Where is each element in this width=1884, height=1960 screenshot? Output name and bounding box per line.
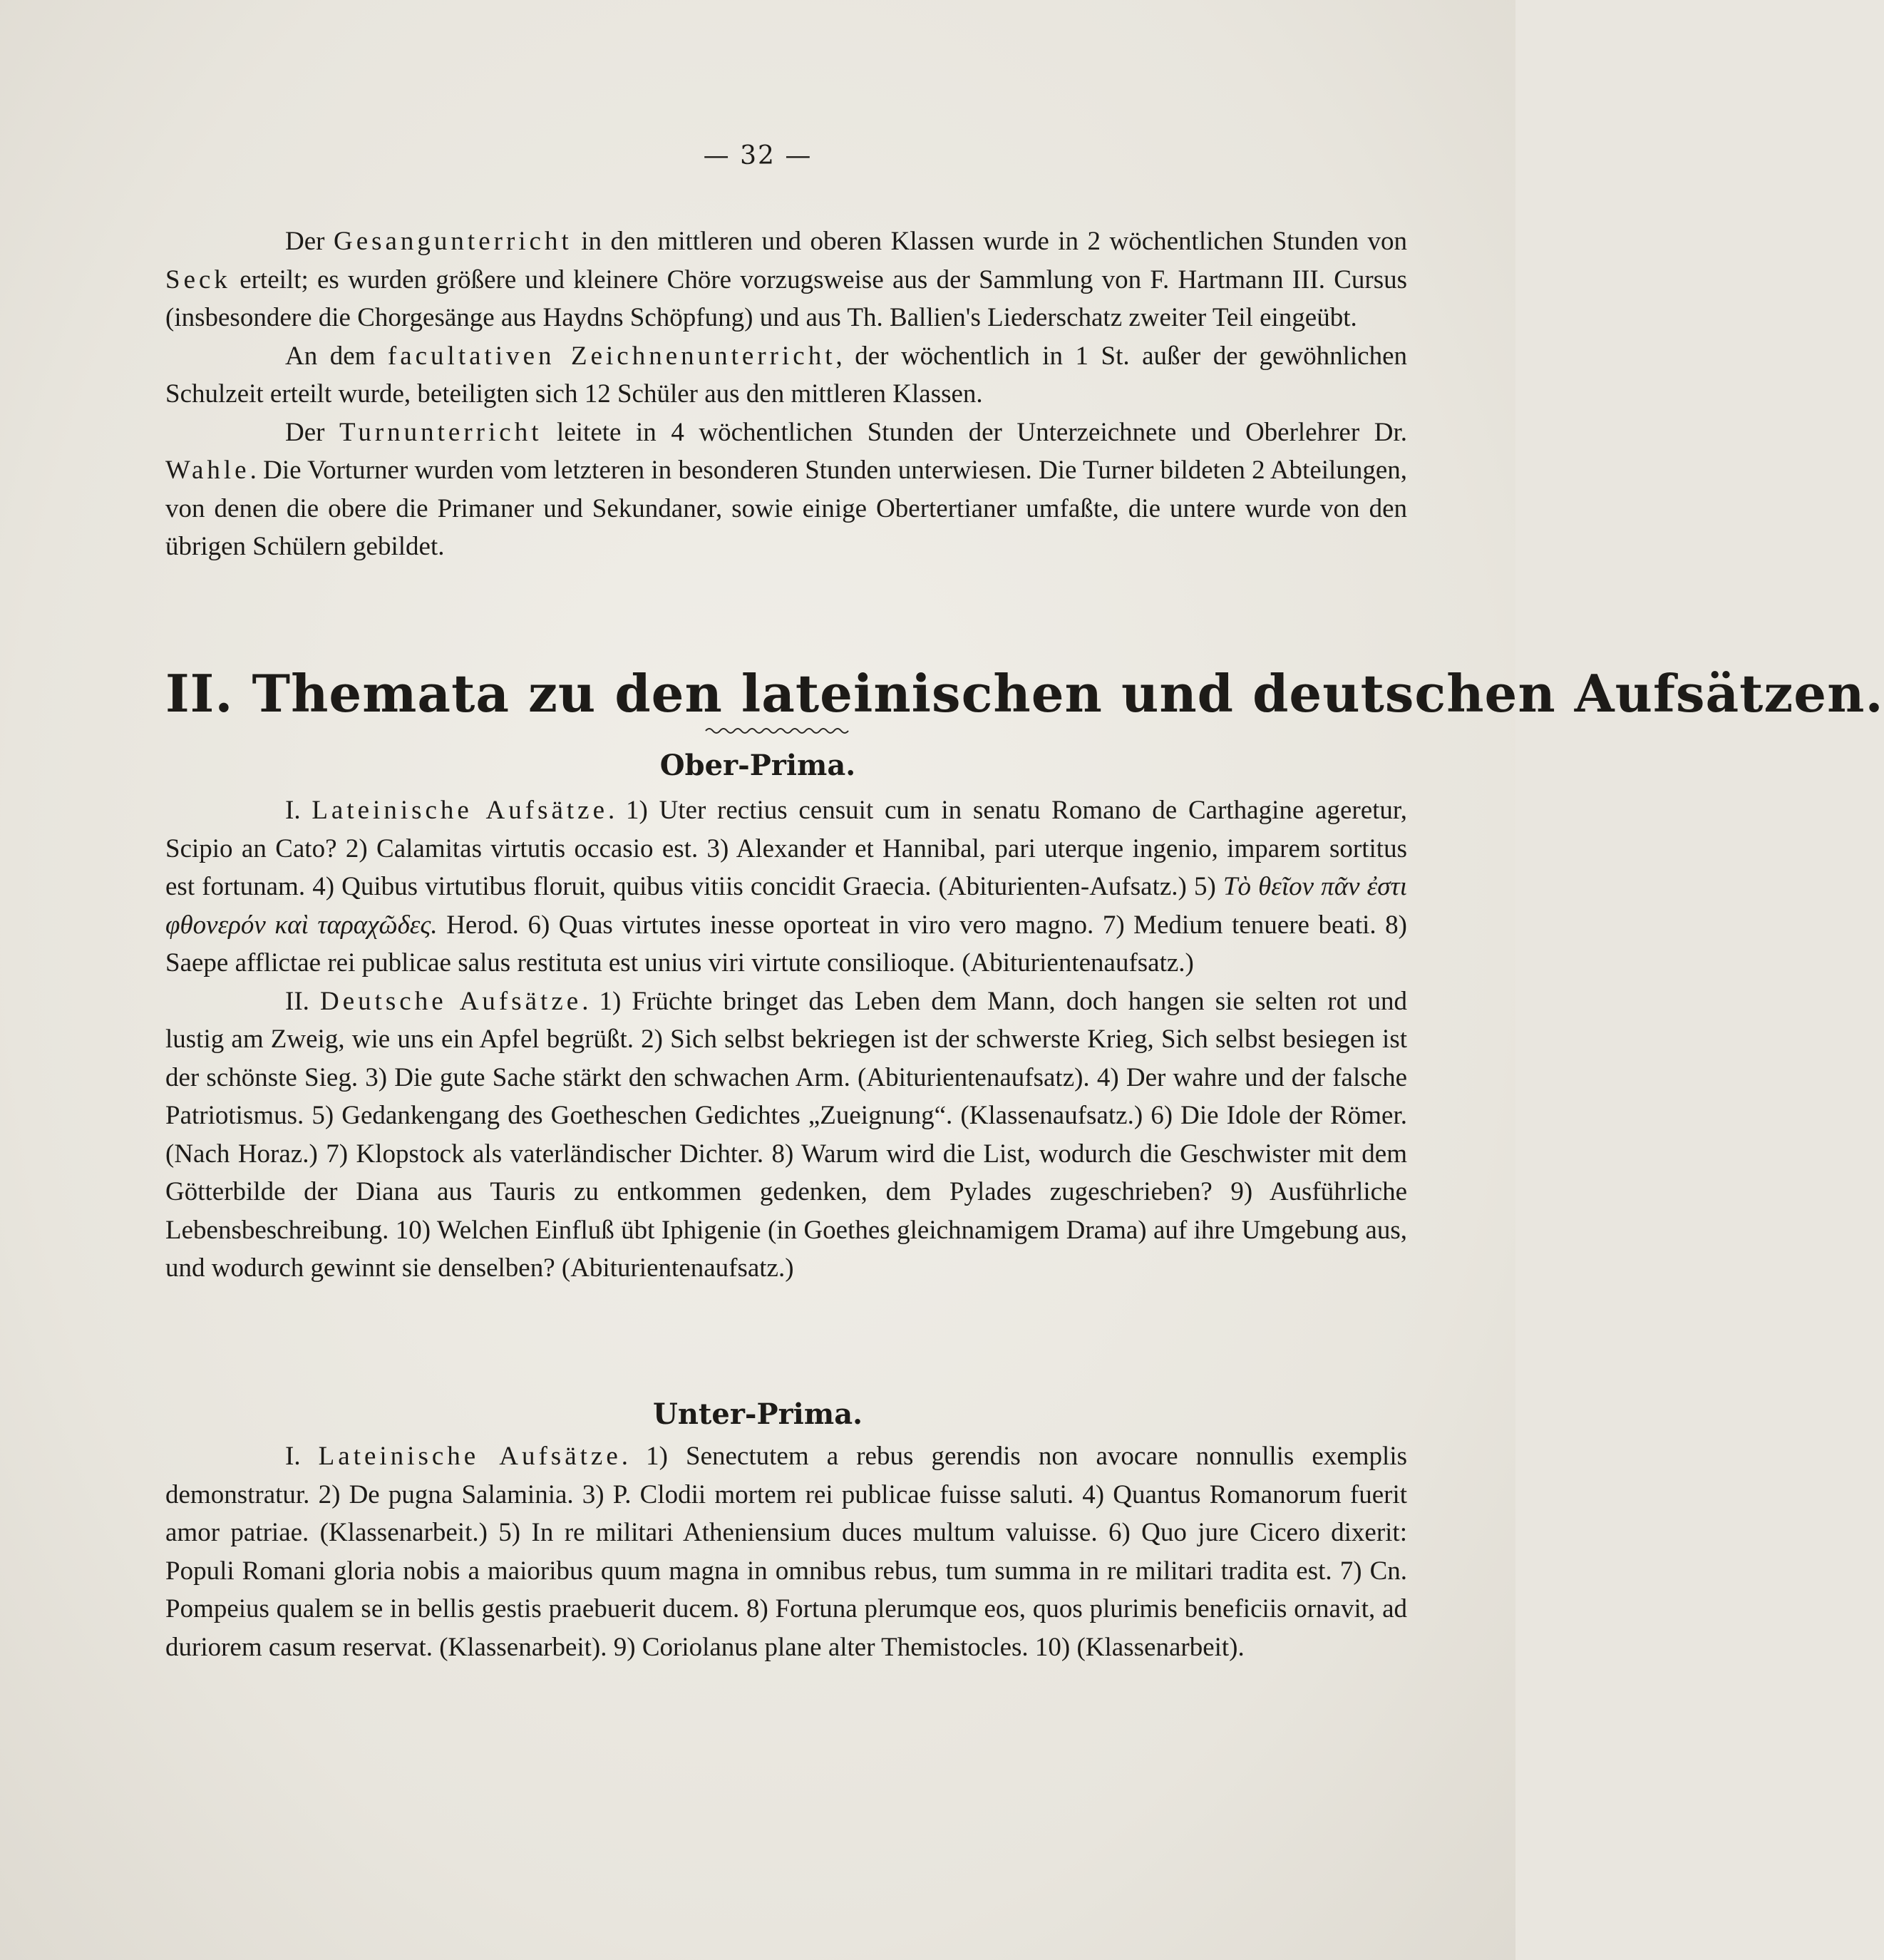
text-run: II. xyxy=(285,986,320,1016)
spaced-term: Turnunterricht xyxy=(339,417,542,447)
spaced-term: Gesangunterricht xyxy=(333,227,572,256)
text-run: Der xyxy=(285,227,334,256)
page-number: — 32 — xyxy=(703,141,813,170)
ober-prima-block xyxy=(165,791,1407,1288)
spaced-term: facultativen Zeichnenunterricht xyxy=(387,341,836,371)
heading-ober-prima: Ober-Prima. xyxy=(659,749,856,782)
text-run: . 1) Senectutem a rebus gerendis non avocare nonnullis exemplis demonstratur. 2) De pugna Salaminia. 3) P. Clodii mortem rei publicae fuisse saluti. 4) Quantus Romanorum fuerit amor patriae. (Klassenarbeit.) 5) In re militari Atheniensium duces multum valuisse. 6) Quo jure Cicero dixerit: Populi Romani gloria nobis a maioribus quum magna in omnibus rebus, tum summa in re militari tradita est. 7) Cn. Pompeius qualem se in bellis gestis praebuerit ducem. 8) Fortuna plerumque eos, quos plurimis beneficiis ornavit, ad duriorem casum reservat. (Klassenarbeit). 9) Coriolanus plane alter Themistocles. 10) (Klassenarbeit). xyxy=(165,1442,1408,1662)
spaced-term: Lateinische Aufsätze xyxy=(318,1442,622,1471)
text-run: . Die Vorturner wurden vom letzteren in besonderen Stunden unterwiesen. Die Turner bildeten 2 Abteilungen, von denen die obere die Primaner und Sekundaner, sowie einige Obertertianer umfaßte, die untere wurde von den übrigen Schülern gebildet. xyxy=(165,456,1407,561)
heading-unter-prima: Unter-Prima. xyxy=(652,1397,863,1431)
text-run: . 1) Früchte bringet das Leben dem Mann, doch hangen sie selten rot und lustig am Zweig, wie uns ein Apfel begrüßt. 2) Sich selbst bekriegen ist der schwerste Krieg, Sich selbst besiegen ist der schönste Sieg. 3) Die gute Sache stärkt den schwachen Arm. (Abiturientenaufsatz). 4) Der wahre und der falsche Patriotismus. 5) Gedankengang des Goetheschen Gedichtes „Zueignung“. (Klassenaufsatz.) 6) Die Idole der Römer. (Nach Horaz.) 7) Klopstock als vaterländischer Dichter. 8) Warum wird die List, wodurch die Geschwister mit dem Götterbilde der Diana aus Tauris zu entkommen gedenken, dem Pylades zugeschrieben? 9) Ausführliche Lebensbeschreibung. 10) Welchen Einfluß übt Iphigenie (in Goethes gleichnamigem Drama) auf ihre Umgebung aus, und wodurch gewinnt sie denselben? (Abiturientenaufsatz.) xyxy=(165,986,1407,1283)
intro-block xyxy=(165,222,1407,566)
text-run: in den mittleren und oberen Klassen wurde in 2 wöchentlichen Stunden von xyxy=(572,227,1407,256)
text-run: Der xyxy=(285,417,340,447)
paragraph-german-essays xyxy=(165,982,1407,1288)
paragraph-gymnastics xyxy=(165,414,1407,566)
text-run: I. xyxy=(285,796,312,825)
text-run: leitete in 4 wöchentlichen Stunden der Unterzeichnete und Oberlehrer Dr. xyxy=(542,417,1407,447)
section-title: II. Themata zu den lateinischen und deutschen Aufsätzen. xyxy=(165,663,1884,724)
text-run: erteilt; es wurden größere und kleinere Chöre vorzugsweise aus der Sammlung von F. Hartmann III. Cursus (insbesondere die Chorgesänge aus Haydns Schöpfung) und aus Th. Ballien's Liederschatz zweiter Teil eingeübt. xyxy=(165,265,1407,332)
paragraph-singing xyxy=(165,222,1407,337)
text-run: . 1) Uter rectius censuit cum in senatu Romano de Carthagine ageretur, Scipio an Cato? 2) Calamitas virtutis occasio est. 3) Alexander et Hannibal, pari uterque ingenio, imparem sortitus est fortunam. 4) Quibus virtutibus floruit, quibus vitiis concidit Graecia. (Abiturienten-Aufsatz.) 5) xyxy=(165,796,1407,901)
text-run: , der wöchentlich in 1 St. außer der gewöhnlichen Schulzeit erteilt wurde, beteiligten sich 12 Schüler aus den mittleren Klassen. xyxy=(165,341,1407,409)
text-run: An dem xyxy=(285,341,388,371)
paragraph-latin-essays xyxy=(165,791,1407,982)
text-run: Herod. 6) Quas virtutes inesse oporteat in viro vero magno. 7) Medium tenuere beati. 8) Saepe afflictae rei publicae salus restituta est unius viri virtute consilioque. (Abiturientenaufsatz.) xyxy=(165,910,1407,978)
paragraph-latin-essays xyxy=(165,1437,1407,1666)
unter-prima-block xyxy=(165,1437,1407,1666)
spaced-term: Lateinische Aufsätze xyxy=(312,796,609,825)
ornament-divider xyxy=(706,726,848,736)
greek-quote: Τὸ θεῖον πᾶν ἐστι φθονερόν καὶ ταραχῶδες. xyxy=(165,872,1407,940)
spaced-name: Seck xyxy=(165,265,231,294)
spaced-term: Deutsche Aufsätze xyxy=(319,986,582,1016)
paragraph-drawing xyxy=(165,337,1407,414)
spaced-name: Wahle xyxy=(165,456,250,485)
text-run: I. xyxy=(285,1442,319,1471)
